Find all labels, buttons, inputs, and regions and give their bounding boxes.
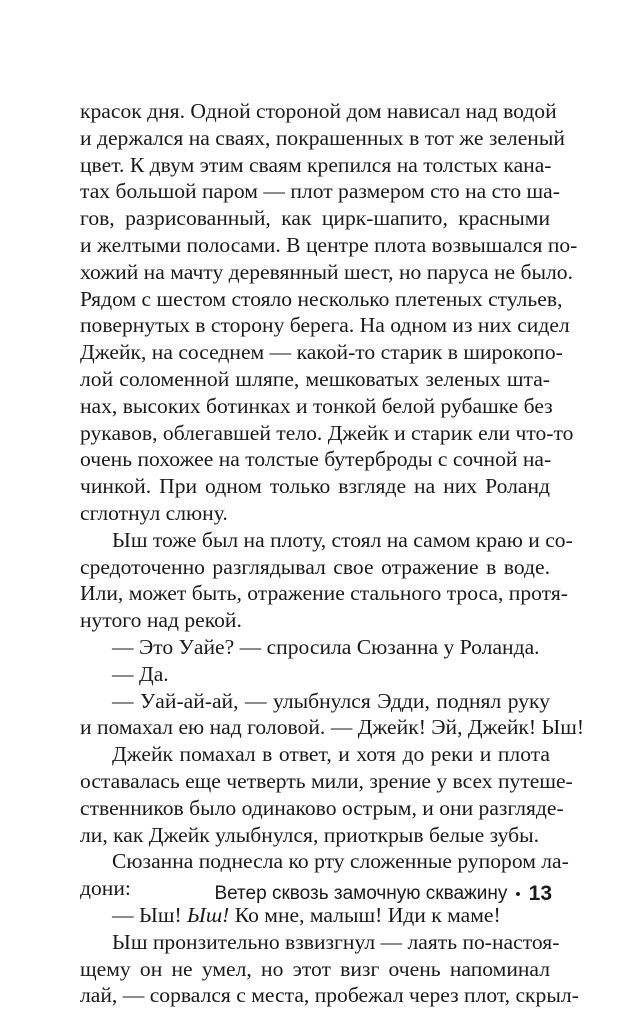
footer-bullet: • [515, 885, 521, 903]
text-line-content: ственников было одинаково острым, и они разгляде- [80, 795, 564, 820]
text-line-content: тах большой паром — плот размером сто на сто ша- [80, 179, 560, 204]
text-line [80, 741, 550, 768]
text-line [80, 848, 569, 875]
text-line-content: и желтыми полосами. В центре плота возвышался по- [80, 232, 578, 257]
text-line [80, 446, 550, 473]
text-line [80, 795, 564, 822]
text-line-content: — Это Уайе? — спросила Сюзанна у Роланда. [112, 634, 540, 659]
text-line-content: оставалась еще четверть мили, зрение у всех путеше- [80, 768, 573, 793]
text-line [80, 822, 550, 849]
body-text [80, 98, 585, 1009]
text-line-content: и держался на сваях, покрашенных в тот же зеленый [80, 125, 565, 150]
text-line [80, 98, 557, 125]
text-line [80, 366, 550, 393]
text-line-content: — Уай-ай-ай, — улыбнулся Эдди, поднял руку [112, 688, 550, 713]
text-line [80, 393, 553, 420]
text-line [80, 768, 573, 795]
text-line-content: Ыш тоже был на плоту, стоял на самом краю и со- [112, 527, 573, 552]
text-line-content: щему он не умел, но этот визг очень напоминал [80, 956, 550, 981]
text-line [80, 125, 565, 152]
text-line [80, 688, 550, 715]
text-line [80, 580, 568, 607]
text-line [80, 420, 574, 447]
text-line-content: рукавов, облегавшей тело. Джейк и старик ели что-то [80, 420, 574, 445]
text-line-content: хожий на мачту деревянный шест, но паруса не было. [80, 259, 573, 284]
text-line-content: дони: [80, 876, 131, 901]
text-line [80, 339, 563, 366]
text-line-content: Рядом с шестом стояло несколько плетеных стульев, [80, 286, 563, 311]
text-line-content: цвет. К двум этим сваям крепился на толстых кана- [80, 152, 552, 177]
text-line-content: Джейк помахал в ответ, и хотя до реки и плота [112, 742, 550, 767]
text-line [80, 527, 573, 554]
text-line [80, 286, 563, 313]
text-line-content: — Да. [112, 661, 169, 686]
page-number: 13 [528, 882, 552, 905]
text-line-content: — Ыш! [112, 902, 188, 927]
text-line [80, 661, 550, 688]
text-line [80, 634, 550, 661]
text-line-content: и помахал ею над головой. — Джейк! Эй, Джейк! Ыш! [80, 715, 585, 740]
text-line [80, 500, 550, 527]
text-line-content: чинкой. При одном только взгляде на них Роланд [80, 474, 550, 499]
text-line-content: нутого над рекой. [80, 608, 242, 633]
text-line [80, 554, 550, 581]
text-line [80, 259, 573, 286]
text-line [80, 312, 570, 339]
text-line [80, 982, 579, 1009]
text-line [80, 232, 578, 259]
running-footer [150, 881, 552, 907]
running-title: Ветер сквозь замочную скважину [214, 883, 508, 904]
text-line-content: нах, высоких ботинках и тонкой белой рубашке без [80, 393, 553, 418]
text-line-content: очень похожее на толстые бутерброды с сочной на- [80, 447, 552, 472]
text-line-content: Ко мне, малыш! Иди к маме! [229, 902, 501, 927]
text-line-content: Или, может быть, отражение стального троса, протя- [80, 581, 568, 606]
text-line [80, 607, 550, 634]
text-line-content: средоточенно разглядывал свое отражение в воде. [80, 554, 550, 579]
text-line [80, 205, 550, 232]
text-line-content: лой соломенной шляпе, мешковатых зеленых шта- [80, 366, 550, 391]
text-line-content: ли, как Джейк улыбнулся, приоткрыв белые зубы. [80, 822, 540, 847]
text-line [80, 473, 550, 500]
text-line [80, 178, 560, 205]
text-line-content: Сюзанна поднесла ко рту сложенные рупором ла- [112, 849, 569, 874]
text-line-italic: Ыш! [187, 902, 230, 927]
text-line [80, 714, 585, 741]
text-line-content: гов, разрисованный, как цирк-шапито, красными [80, 206, 550, 231]
text-line-content: красок дня. Одной стороной дом нависал над водой [80, 99, 557, 123]
text-line [80, 152, 550, 179]
text-line [80, 929, 560, 956]
text-line-content: повернутых в сторону берега. На одном из них сидел [80, 313, 570, 338]
text-line-content: Джейк, на соседнем — какой-то старик в широкопо- [80, 340, 563, 365]
text-line-content: Ыш пронзительно взвизгнул — лаять по-настоя- [112, 929, 560, 954]
text-line-content: сглотнул слюну. [80, 500, 228, 525]
text-line-content: лай, — сорвался с места, пробежал через плот, скрыл- [80, 983, 579, 1008]
text-line [80, 956, 550, 983]
